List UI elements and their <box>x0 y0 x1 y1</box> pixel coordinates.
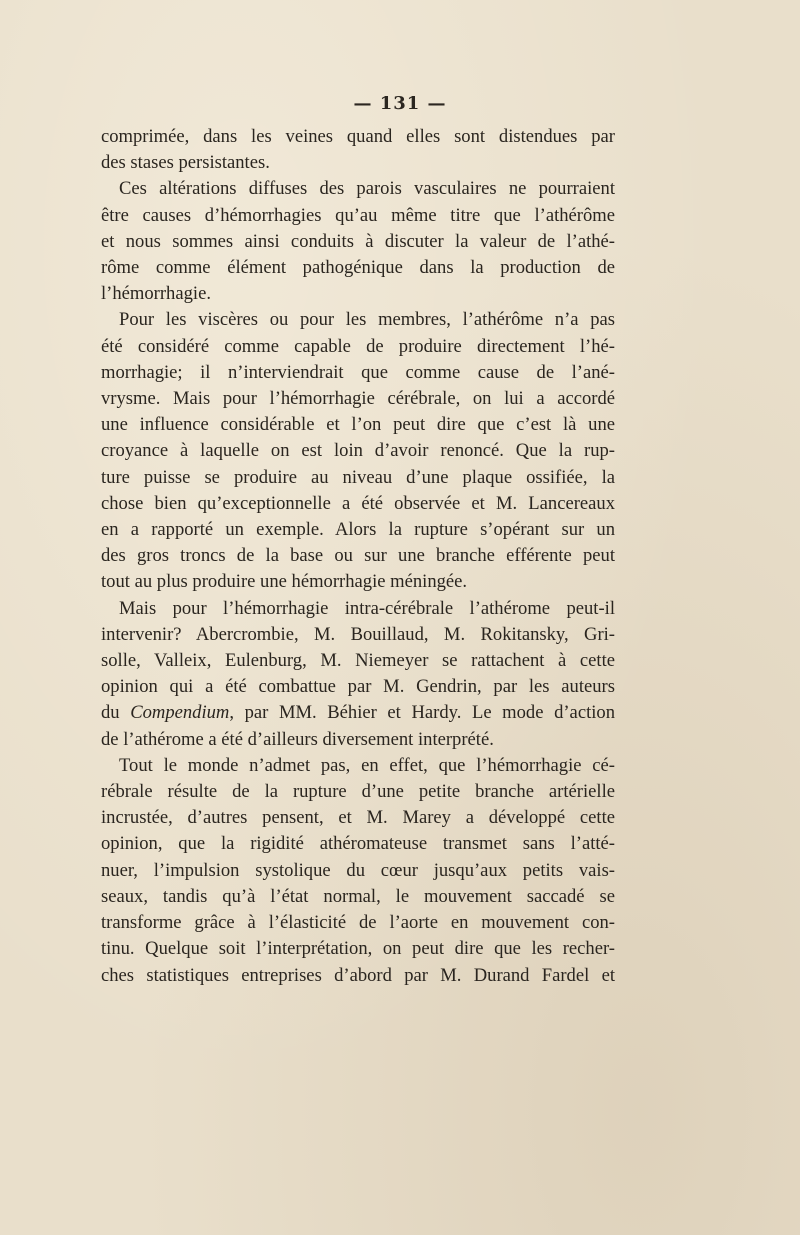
text-line: tinu. Quelque soit l’interprétation, on peut dire que les recher- <box>101 938 615 960</box>
text-line: transforme grâce à l’élasticité de l’aorte en mouvement con- <box>101 912 615 934</box>
text-line: chose bien qu’exceptionnelle a été observée et M. Lancereaux <box>101 492 615 514</box>
text-line: ture puisse se produire au niveau d’une plaque ossifiée, la <box>101 466 615 488</box>
text-line: et nous sommes ainsi conduits à discuter la valeur de l’athé- <box>101 230 615 252</box>
text-line: rôme comme élément pathogénique dans la production de <box>101 257 615 279</box>
text-line: opinion qui a été combattue par M. Gendrin, par les auteurs <box>101 676 615 698</box>
text-line: solle, Valleix, Eulenburg, M. Niemeyer se rattachent à cette <box>101 650 615 672</box>
page-number: — 131 — <box>353 93 447 114</box>
text-line: des stases persistantes. <box>101 152 270 174</box>
text-line: du Compendium, par MM. Béhier et Hardy. Le mode d’action <box>101 702 615 724</box>
text-line: Mais pour l’hémorrhagie intra-cérébrale l’athérome peut-il <box>119 597 615 619</box>
text-line: comprimée, dans les veines quand elles sont distendues par <box>101 126 615 147</box>
text-line: Ces altérations diffuses des parois vasculaires ne pourraient <box>119 178 615 200</box>
text-line: rébrale résulte de la rupture d’une petite branche artérielle <box>101 781 615 803</box>
text-line: intervenir? Abercrombie, M. Bouillaud, M. Rokitansky, Gri- <box>101 623 615 645</box>
body-text <box>101 124 615 989</box>
text-line: ches statistiques entreprises d’abord par M. Durand Fardel et <box>101 964 615 986</box>
text-line: incrustée, d’autres pensent, et M. Marey a développé cette <box>101 807 615 829</box>
text-line: en a rapporté un exemple. Alors la rupture s’opérant sur un <box>101 519 615 541</box>
text-line: Pour les viscères ou pour les membres, l’athérôme n’a pas <box>119 309 615 331</box>
text-line: morrhagie; il n’interviendrait que comme cause de l’ané- <box>101 361 615 383</box>
text-line: nuer, l’impulsion systolique du cœur jusqu’aux petits vais- <box>101 859 615 881</box>
text-line: de l’athérome a été d’ailleurs diversement interprété. <box>101 728 494 750</box>
text-line: opinion, que la rigidité athéromateuse transmet sans l’atté- <box>101 833 615 855</box>
text-line: tout au plus produire une hémorrhagie méningée. <box>101 571 468 593</box>
text-line: une influence considérable et l’on peut dire que c’est là une <box>101 414 615 436</box>
text-line: été considéré comme capable de produire directement l’hé- <box>101 335 615 357</box>
text-line: des gros troncs de la base ou sur une branche efférente peut <box>101 545 615 567</box>
text-line: vrysme. Mais pour l’hémorrhagie cérébrale, on lui a accordé <box>101 388 615 410</box>
text-line: Tout le monde n’admet pas, en effet, que l’hémorrhagie cé- <box>119 754 615 776</box>
text-line: être causes d’hémorrhagies qu’au même titre que l’athérôme <box>101 204 615 226</box>
text-line: l’hémorrhagie. <box>101 283 211 305</box>
text-line: seaux, tandis qu’à l’état normal, le mouvement saccadé se <box>101 885 615 907</box>
text-line: croyance à laquelle on est loin d’avoir renoncé. Que la rup- <box>101 440 615 462</box>
